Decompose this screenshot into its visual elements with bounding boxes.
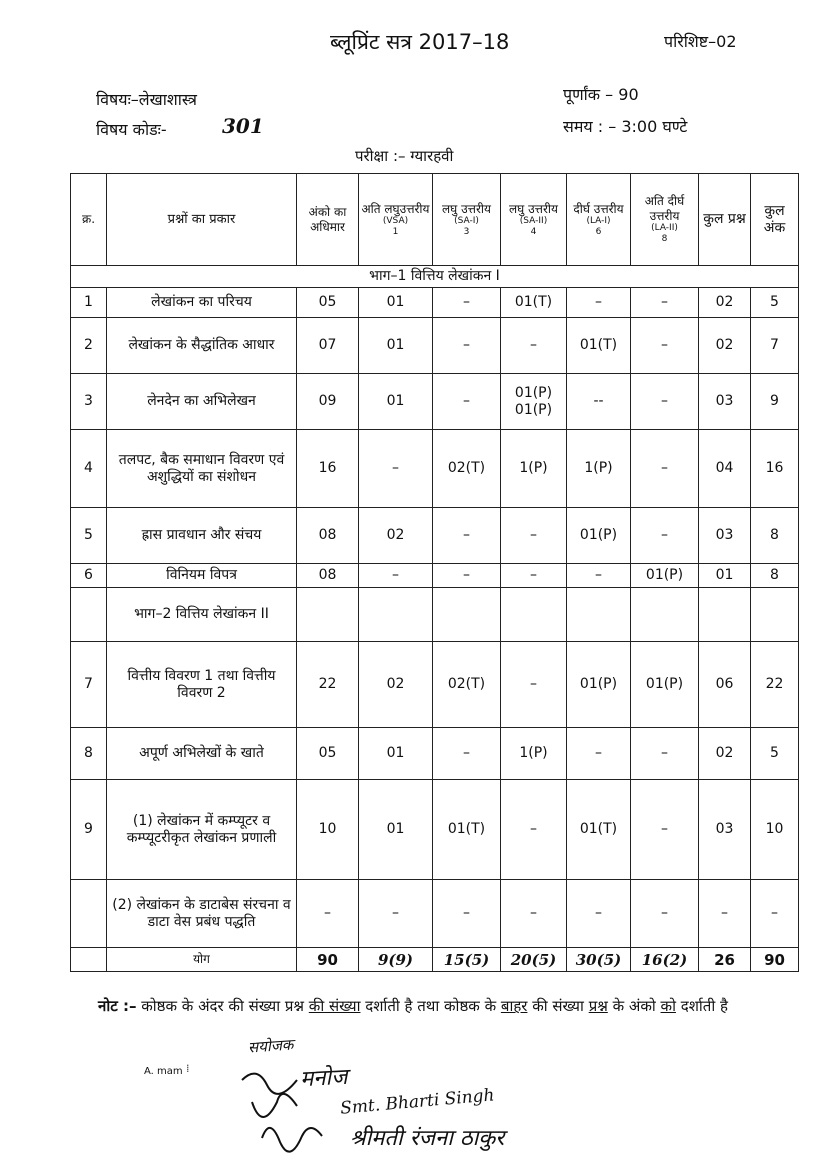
signature: श्रीमती रंजना ठाकुर — [350, 1126, 505, 1151]
row-sa2-cell: 01(P) 01(P) — [501, 374, 567, 430]
row-w-cell: 09 — [297, 374, 359, 430]
note-text: की संख्या — [532, 997, 584, 1015]
row-topic: लेनदेन का अभिलेखन — [107, 374, 297, 430]
row-la1-cell: 01(T) — [567, 780, 631, 880]
row-vsa-cell: 01 — [359, 318, 433, 374]
total-weight: 90 — [297, 948, 359, 972]
scribble — [242, 1074, 297, 1094]
row-tq-cell: 03 — [699, 508, 751, 564]
row-topic: ह्रास प्रावधान और संचय — [107, 508, 297, 564]
row-topic: लेखांकन के सैद्धांतिक आधार — [107, 318, 297, 374]
row-tm-cell: 5 — [751, 728, 799, 780]
row-la2-cell: – — [631, 508, 699, 564]
row-vsa-cell: 01 — [359, 728, 433, 780]
signature: Smt. Bharti Singh — [339, 1085, 496, 1119]
row-sno: 1 — [71, 288, 107, 318]
header-vsa-code: (VSA) — [382, 215, 409, 226]
row-la2-cell: – — [631, 780, 699, 880]
table-row — [71, 374, 799, 430]
row-tq-cell: 01 — [699, 564, 751, 588]
row-la1-cell: – — [567, 564, 631, 588]
row-tm-cell: 10 — [751, 780, 799, 880]
row-sno: 9 — [71, 780, 107, 880]
row-vsa-cell: 01 — [359, 780, 433, 880]
row-vsa-cell: – — [359, 430, 433, 508]
row-topic: लेखांकन का परिचय — [107, 288, 297, 318]
table-row — [71, 318, 799, 374]
section-2-heading: भाग–2 वित्तिय लेखांकन II — [107, 588, 297, 642]
table-row — [71, 508, 799, 564]
header-sno: क्र. — [71, 174, 107, 266]
section-1-heading: भाग–1 वित्तिय लेखांकन I — [71, 266, 799, 288]
signature: मनोज — [299, 1064, 349, 1093]
row-w-cell: 08 — [297, 564, 359, 588]
row-sa1-cell: 01(T) — [433, 780, 501, 880]
header-la1-name: दीर्घ उत्तरीय — [573, 201, 624, 216]
header-la2-name: अति दीर्घ उत्तरीय — [644, 194, 685, 223]
note-text: दर्शाती है — [680, 997, 728, 1015]
note-label: नोट :– — [98, 997, 137, 1015]
note-text: दर्शाती है तथा कोष्ठक के — [365, 997, 497, 1015]
scribble — [262, 1128, 322, 1152]
header-weightage: अंको का अधिमार — [297, 174, 359, 266]
header-vsa-marks: 1 — [392, 226, 399, 237]
row-sa2-cell: 1(P) — [501, 728, 567, 780]
subject-code-label: विषय कोडः- — [96, 120, 167, 139]
header-vsa-name: अति लघुउत्तरीय — [361, 201, 430, 216]
header-la1-marks: 6 — [595, 226, 602, 237]
header-sa1-name: लघु उत्तरीय — [442, 201, 491, 216]
row-w-cell: 05 — [297, 728, 359, 780]
row-la1-cell: 01(T) — [567, 318, 631, 374]
small-label: A. mam — [144, 1066, 183, 1077]
row-sa2-cell: – — [501, 642, 567, 728]
table-row — [71, 288, 799, 318]
row-w-cell: 05 — [297, 288, 359, 318]
row-sa1-cell: – — [433, 880, 501, 948]
header-la2-code: (LA-II) — [651, 223, 678, 234]
max-marks-label: पूर्णांक – 90 — [563, 85, 639, 104]
total-row — [71, 948, 799, 972]
row-tq-cell: 02 — [699, 318, 751, 374]
header-sa2-code: (SA-II) — [519, 215, 548, 226]
total-questions: 26 — [699, 948, 751, 972]
row-vsa-cell: – — [359, 564, 433, 588]
note-text: की संख्या — [308, 997, 361, 1015]
row-sno: 2 — [71, 318, 107, 374]
row-la2-cell: – — [631, 374, 699, 430]
row-tq-cell: 02 — [699, 728, 751, 780]
header-vsa — [359, 174, 433, 266]
row-sa1-cell: 02(T) — [433, 642, 501, 728]
note — [98, 990, 788, 1022]
subject-label: विषयः–लेखाशास्त्र — [96, 90, 197, 109]
row-sa2-cell: 1(P) — [501, 430, 567, 508]
row-tm-cell: 9 — [751, 374, 799, 430]
note-text: प्रश्न — [588, 997, 608, 1015]
row-sa1-cell: – — [433, 288, 501, 318]
table-row — [71, 880, 799, 948]
header-sa2-marks: 4 — [530, 226, 537, 237]
row-topic: (1) लेखांकन में कम्प्यूटर व कम्प्यूटरीकृत लेखांकन प्रणाली — [107, 780, 297, 880]
row-la1-cell: – — [567, 728, 631, 780]
row-sa2-cell: – — [501, 780, 567, 880]
note-text: कोष्ठक के अंदर की संख्या प्रश्न — [141, 997, 305, 1015]
header-question-type: प्रश्नों का प्रकार — [107, 174, 297, 266]
total-vsa: 9(9) — [359, 948, 433, 972]
row-sa1-cell: 02(T) — [433, 430, 501, 508]
total-sa2: 20(5) — [501, 948, 567, 972]
row-sa1-cell: – — [433, 318, 501, 374]
row-sno: 6 — [71, 564, 107, 588]
exam-label: परीक्षा :– ग्यारहवी — [355, 147, 454, 165]
header-la2-marks: 8 — [661, 233, 668, 244]
row-vsa-cell: 01 — [359, 374, 433, 430]
header-sa1-code: (SA-I) — [454, 215, 479, 226]
header-la2 — [631, 174, 699, 266]
appendix-label: परिशिष्ट–02 — [664, 32, 737, 51]
header-row — [71, 174, 799, 266]
row-sa1-cell: – — [433, 728, 501, 780]
row-la1-cell: 01(P) — [567, 642, 631, 728]
time-label: समय : – 3:00 घण्टे — [563, 117, 688, 136]
rows-part-1 — [71, 288, 799, 588]
row-vsa-cell: 02 — [359, 508, 433, 564]
header-sa1 — [433, 174, 501, 266]
row-la1-cell: 01(P) — [567, 508, 631, 564]
row-vsa-cell: 02 — [359, 642, 433, 728]
row-topic: (2) लेखांकन के डाटाबेस संरचना व डाटा वेस प्रबंध पद्धति — [107, 880, 297, 948]
rows-part-2 — [71, 642, 799, 948]
row-tq-cell: 03 — [699, 374, 751, 430]
row-tm-cell: 22 — [751, 642, 799, 728]
row-sa2-cell: 01(T) — [501, 288, 567, 318]
header-sa1-marks: 3 — [463, 226, 470, 237]
section-row — [71, 588, 799, 642]
row-vsa-cell: 01 — [359, 288, 433, 318]
row-sa2-cell: – — [501, 880, 567, 948]
note-text: बाहर — [500, 997, 528, 1015]
header-total-marks: कुल अंक — [751, 174, 799, 266]
note-text: को — [660, 997, 676, 1015]
row-sno: 7 — [71, 642, 107, 728]
total-sa1: 15(5) — [433, 948, 501, 972]
row-tm-cell: – — [751, 880, 799, 948]
row-w-cell: – — [297, 880, 359, 948]
table-row — [71, 430, 799, 508]
row-w-cell: 16 — [297, 430, 359, 508]
row-tm-cell: 16 — [751, 430, 799, 508]
header-total-questions: कुल प्रश्न — [699, 174, 751, 266]
row-tm-cell: 8 — [751, 564, 799, 588]
row-w-cell: 07 — [297, 318, 359, 374]
row-w-cell: 08 — [297, 508, 359, 564]
row-la1-cell: 1(P) — [567, 430, 631, 508]
table-row — [71, 780, 799, 880]
signature: सयोजक — [247, 1035, 294, 1057]
row-tm-cell: 8 — [751, 508, 799, 564]
row-topic: वित्तीय विवरण 1 तथा वित्तीय विवरण 2 — [107, 642, 297, 728]
total-label: योग — [107, 948, 297, 972]
row-topic: अपूर्ण अभिलेखों के खाते — [107, 728, 297, 780]
row-sa1-cell: – — [433, 564, 501, 588]
row-w-cell: 22 — [297, 642, 359, 728]
row-sno — [71, 880, 107, 948]
row-la2-cell: – — [631, 430, 699, 508]
row-la1-cell: -- — [567, 374, 631, 430]
table-row — [71, 728, 799, 780]
total-la2: 16(2) — [631, 948, 699, 972]
note-text: के अंको — [612, 997, 656, 1015]
row-tq-cell: 02 — [699, 288, 751, 318]
header-la1 — [567, 174, 631, 266]
row-tm-cell: 7 — [751, 318, 799, 374]
row-tq-cell: 06 — [699, 642, 751, 728]
row-sa2-cell: – — [501, 564, 567, 588]
row-la2-cell: – — [631, 728, 699, 780]
row-sa2-cell: – — [501, 318, 567, 374]
row-la2-cell: – — [631, 880, 699, 948]
row-sno: 5 — [71, 508, 107, 564]
document-title: ब्लूप्रिंट सत्र 2017–18 — [330, 30, 510, 54]
row-sa1-cell: – — [433, 374, 501, 430]
handwritten-scribbles — [232, 1060, 332, 1168]
row-sno: 3 — [71, 374, 107, 430]
header-sa2 — [501, 174, 567, 266]
total-marks: 90 — [751, 948, 799, 972]
header-sa2-name: लघु उत्तरीय — [509, 201, 558, 216]
section-row — [71, 266, 799, 288]
row-w-cell: 10 — [297, 780, 359, 880]
row-la2-cell: – — [631, 318, 699, 374]
row-sno: 4 — [71, 430, 107, 508]
row-topic: तलपट, बैक समाधान विवरण एवं अशुद्धियों का संशोधन — [107, 430, 297, 508]
row-tm-cell: 5 — [751, 288, 799, 318]
row-vsa-cell: – — [359, 880, 433, 948]
row-la1-cell: – — [567, 880, 631, 948]
total-la1: 30(5) — [567, 948, 631, 972]
header-la1-code: (LA-I) — [586, 215, 611, 226]
row-sa2-cell: – — [501, 508, 567, 564]
subject-code-value: 301 — [222, 114, 264, 138]
table-row — [71, 642, 799, 728]
tick-mark: ⁞ — [186, 1062, 190, 1075]
row-sno: 8 — [71, 728, 107, 780]
row-tq-cell: – — [699, 880, 751, 948]
row-la2-cell: 01(P) — [631, 642, 699, 728]
scribble — [252, 1094, 297, 1117]
row-tq-cell: 03 — [699, 780, 751, 880]
row-la2-cell: – — [631, 288, 699, 318]
table-row — [71, 564, 799, 588]
row-sa1-cell: – — [433, 508, 501, 564]
row-topic: विनियम विपत्र — [107, 564, 297, 588]
row-tq-cell: 04 — [699, 430, 751, 508]
blueprint-table — [70, 173, 799, 972]
row-la1-cell: – — [567, 288, 631, 318]
row-la2-cell: 01(P) — [631, 564, 699, 588]
